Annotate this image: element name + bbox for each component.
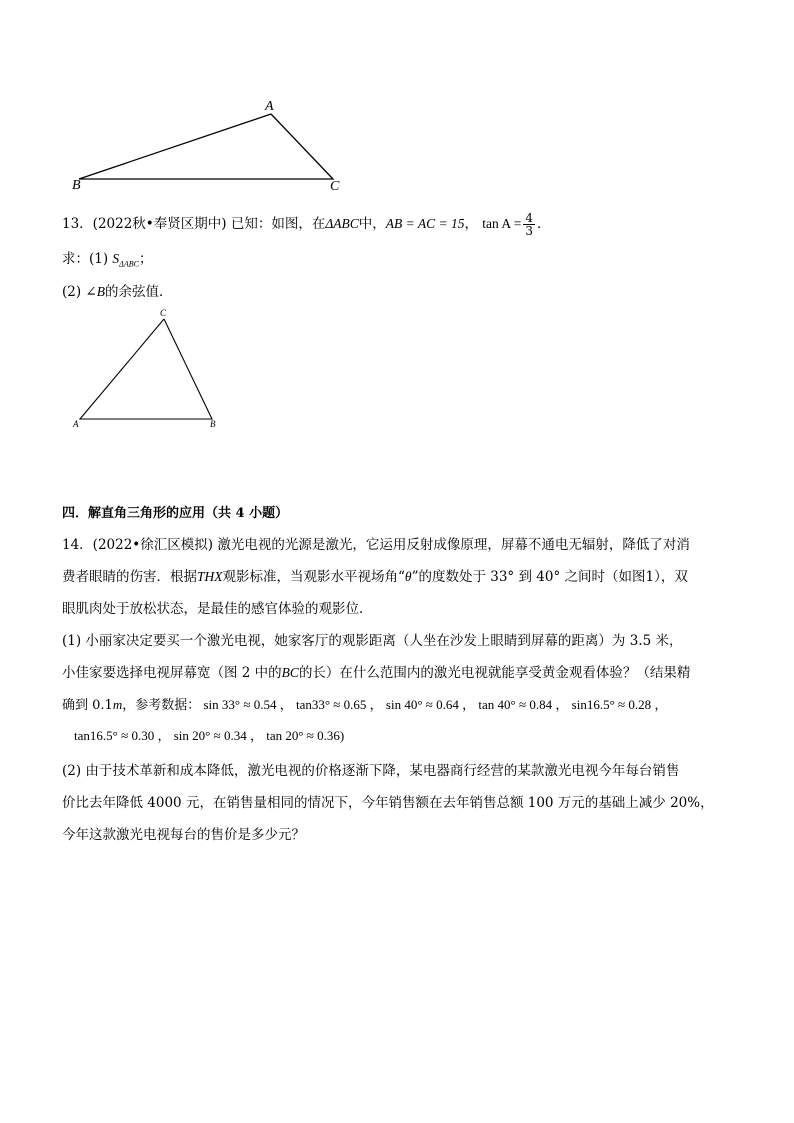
fraction-denominator: 3: [525, 224, 534, 238]
angle-b: ∠B: [85, 284, 105, 299]
q14-p1-l2a: 小佳家要选择电视屏幕宽（图 2 中的: [62, 665, 282, 681]
q13-ask-2: [62, 283, 172, 301]
q13-fraction: [523, 212, 535, 237]
fraction-numerator: 4: [525, 211, 534, 225]
q14-l2b: 观影标准，当观影水平视场角“: [222, 569, 405, 585]
q13-ask-1: [62, 250, 152, 274]
q13-prefix: 13．(2022秋•奉贤区期中) 已知：如图，在: [62, 216, 326, 232]
q13-ask1-prefix: 求：(1): [62, 251, 109, 267]
q14-l2a: 费者眼睛的伤害．根据: [62, 569, 197, 585]
triangle-abc-outline-2: [80, 319, 212, 419]
q13-triangle: ΔABC: [325, 216, 359, 231]
q14-part1-line-4: tan16.5° ≈ 0.30 ， sin 20° ≈ 0.34 ， tan 20° ≈ 0.36): [74, 728, 345, 743]
q13-statement: [62, 212, 551, 237]
vertex2-label-c: C: [160, 308, 167, 318]
q13-ask2-end: 的余弦值．: [104, 284, 173, 300]
q13-mid: 中，: [358, 216, 386, 232]
thx-label: THX: [197, 569, 223, 584]
area-symbol: S: [112, 251, 120, 266]
unit-m: m: [112, 697, 123, 712]
q14-line-1: 14．(2022•徐汇区模拟) 激光电视的光源是激光，它运用反射成像原理，屏幕不通电无辐射，降低了对消: [62, 537, 690, 553]
triangle-abc-outline: [79, 114, 333, 179]
section-heading: 四．解直角三角形的应用（共 4 小题）: [62, 506, 289, 521]
q14-part1-line-1: (1) 小丽家决定要买一个激光电视，她家客厅的观影距离（人坐在沙发上眼睛到屏幕的距离）为 3.5 米，: [62, 633, 683, 649]
q14-p1-l2b: 的长）在什么范围内的激光电视就能享受黄金观看体验？（结果精: [298, 665, 691, 681]
vertex2-label-a: A: [73, 419, 79, 429]
vertex-label-a: A: [265, 99, 274, 114]
q14-p1-l3b: ，参考数据： sin 33° ≈ 0.54 ， tan33° ≈ 0.65 ， sin 40° ≈ 0.64 ， tan 40° ≈ 0.84 ， sin16.5° ≈ 0.28 ，: [122, 697, 668, 712]
q14-p1-l3a: 确到 0.1: [62, 698, 113, 713]
q14-part2-line-3: 今年这款激光电视每台的售价是多少元？: [62, 827, 305, 843]
vertex2-label-b: B: [210, 419, 216, 429]
q14-part1-line-2: [62, 664, 690, 682]
q14-part2-line-2: 价比去年降低 4000 元，在销售量相同的情况下，今年销售额在去年销售总额 100 万元的基础上减少 20%，: [62, 795, 714, 811]
vertex-label-c: C: [330, 179, 340, 194]
theta-symbol: θ: [404, 569, 412, 584]
vertex-label-b: B: [72, 178, 81, 193]
q14-line-2: [62, 568, 688, 586]
q13-ask1-end: ；: [138, 251, 153, 267]
area-subscript: ΔABC: [119, 259, 139, 269]
q13-tan: tan A =: [482, 216, 522, 231]
q13-equation: AB = AC = 15: [385, 216, 465, 231]
q13-comma: ，: [464, 216, 478, 232]
q14-l2c: ”的度数处于 33° 到 40° 之间时（如图1），双: [411, 569, 688, 585]
q14-line-3: 眼肌肉处于放松状态，是最佳的感官体验的观影位．: [62, 601, 373, 617]
q14-part1-line-3: [62, 696, 667, 715]
q14-part2-line-1: (2) 由于技术革新和成本降低，激光电视的价格逐渐下降，某电器商行经营的某款激光电视今年每台销售: [62, 763, 680, 779]
q13-ask2-prefix: (2): [62, 284, 82, 300]
bc-label: BC: [281, 665, 299, 680]
q13-end: ．: [537, 216, 551, 232]
